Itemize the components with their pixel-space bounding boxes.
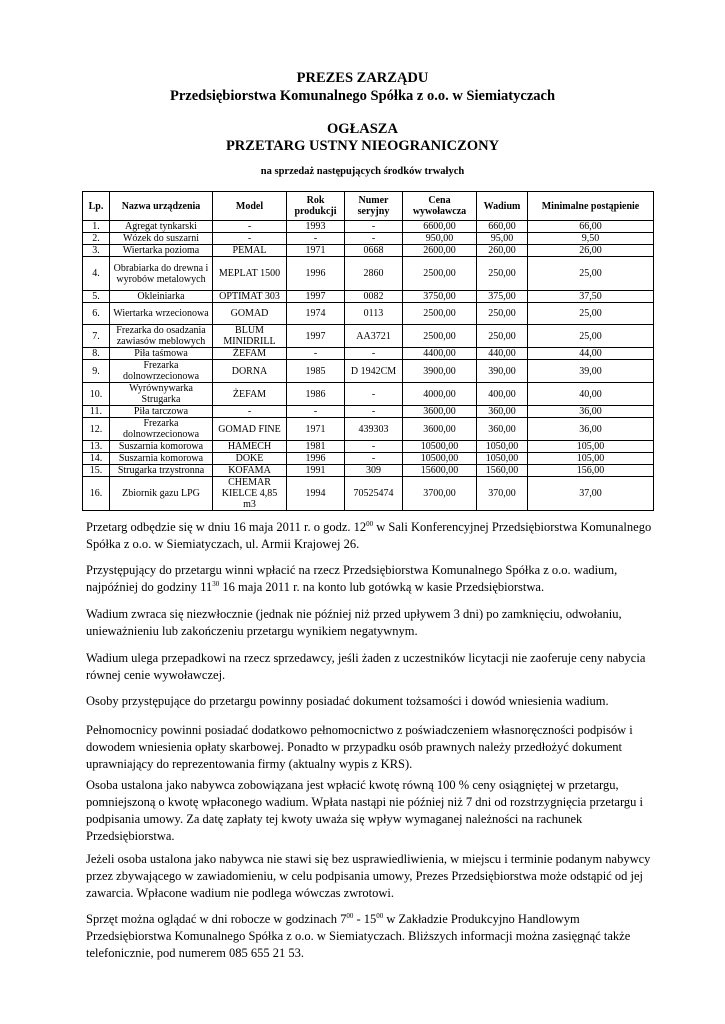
- table-cell: 7.: [83, 325, 110, 348]
- column-header: Minimalne postąpienie: [528, 192, 654, 221]
- column-header: Wadium: [477, 192, 528, 221]
- table-cell: AA3721: [345, 325, 403, 348]
- table-cell: Obrabiarka do drewna i wyrobów metalowych: [110, 257, 213, 291]
- table-cell: -: [213, 406, 287, 418]
- table-cell: 2860: [345, 257, 403, 291]
- table-cell: 250,00: [477, 303, 528, 325]
- table-cell: 1996: [287, 257, 345, 291]
- table-header-row: [83, 192, 654, 221]
- table-cell: 6.: [83, 303, 110, 325]
- table-cell: 3600,00: [403, 406, 477, 418]
- paragraph-proxies: Pełnomocnicy powinni posiadać dodatkowo pełnomocnictwo z poświadczeniem własnoręczności podpisów i dowodem wniesienia opłaty skarbowej. Ponadto w przypadku osób prawnych należy przedłożyć dokument uprawniający do reprezentowania firmy (aktualny wypis z KRS).: [86, 723, 633, 771]
- table-cell: Wyrównywarka Strugarka: [110, 383, 213, 406]
- table-cell: 1560,00: [477, 465, 528, 477]
- table-cell: 1994: [287, 477, 345, 511]
- table-cell: 0113: [345, 303, 403, 325]
- paragraph-buyer-absence: Jeżeli osoba ustalona jako nabywca nie stawi się bez usprawiedliwienia, w miejscu i terminie podanym nabywcy przez zbywającego w zawiadomieniu, w celu podpisania umowy, Prezes Przedsiębiorstwa może odstąpić od jej zawarcia. Wpłacone wadium nie podlega wówczas zwrotowi.: [86, 852, 651, 900]
- table-row: [83, 233, 654, 245]
- table-cell: 309: [345, 465, 403, 477]
- table-cell: 360,00: [477, 418, 528, 441]
- table-cell: OPTIMAT 303: [213, 291, 287, 303]
- table-cell: 5.: [83, 291, 110, 303]
- table-cell: -: [345, 348, 403, 360]
- table-cell: 25,00: [528, 325, 654, 348]
- table-cell: 660,00: [477, 221, 528, 233]
- table-cell: 37,00: [528, 477, 654, 511]
- table-cell: Frezarka do osadzania zawiasów meblowych: [110, 325, 213, 348]
- table-cell: 1993: [287, 221, 345, 233]
- table-cell: 10500,00: [403, 453, 477, 465]
- table-cell: 1971: [287, 418, 345, 441]
- table-cell: Piła taśmowa: [110, 348, 213, 360]
- table-cell: 1.: [83, 221, 110, 233]
- table-cell: 1050,00: [477, 441, 528, 453]
- table-cell: 11.: [83, 406, 110, 418]
- table-cell: Wiertarka wrzecionowa: [110, 303, 213, 325]
- table-cell: ŻEFAM: [213, 348, 287, 360]
- table-cell: 950,00: [403, 233, 477, 245]
- table-cell: KOFAMA: [213, 465, 287, 477]
- table-cell: -: [287, 348, 345, 360]
- table-cell: 1996: [287, 453, 345, 465]
- table-cell: 66,00: [528, 221, 654, 233]
- paragraph-documents: Osoby przystępujące do przetargu powinny posiadać dokument tożsamości i dowód wniesienia wadium.: [86, 694, 609, 708]
- table-cell: GOMAD FINE: [213, 418, 287, 441]
- table-cell: 6600,00: [403, 221, 477, 233]
- assets-table: [82, 191, 654, 511]
- table-cell: 25,00: [528, 303, 654, 325]
- table-cell: -: [287, 233, 345, 245]
- table-cell: 3750,00: [403, 291, 477, 303]
- table-cell: 2.: [83, 233, 110, 245]
- table-row: [83, 477, 654, 511]
- table-cell: 26,00: [528, 245, 654, 257]
- table-cell: 370,00: [477, 477, 528, 511]
- table-cell: 13.: [83, 441, 110, 453]
- table-cell: 3900,00: [403, 360, 477, 383]
- table-cell: MEPLAT 1500: [213, 257, 287, 291]
- paragraph-deposit: Przystępujący do przetargu winni wpłacić na rzecz Przedsiębiorstwa Komunalnego Spółka z o.o. wadium, najpóźniej do godziny $11^{30}$ 16 maja 2011 r. na konto lub gotówką w kasie Przedsiębiorstwa.: [86, 563, 618, 594]
- paragraph-deposit-return: Wadium zwraca się niezwłocznie (jednak nie później niż przed upływem 3 dni) po zamknięciu, odwołaniu, unieważnieniu lub zakończeniu przetargu wynikiem negatywnym.: [86, 607, 622, 638]
- table-cell: 250,00: [477, 325, 528, 348]
- table-cell: 4.: [83, 257, 110, 291]
- table-cell: 9,50: [528, 233, 654, 245]
- table-cell: 1997: [287, 325, 345, 348]
- table-cell: -: [345, 221, 403, 233]
- table-cell: 375,00: [477, 291, 528, 303]
- table-cell: 25,00: [528, 257, 654, 291]
- table-row: [83, 465, 654, 477]
- table-cell: D 1942CM: [345, 360, 403, 383]
- table-row: [83, 453, 654, 465]
- table-cell: 3600,00: [403, 418, 477, 441]
- table-cell: Agregat tynkarski: [110, 221, 213, 233]
- table-cell: 4000,00: [403, 383, 477, 406]
- table-cell: 1971: [287, 245, 345, 257]
- table-cell: 12.: [83, 418, 110, 441]
- table-cell: Wózek do suszarni: [110, 233, 213, 245]
- table-row: [83, 221, 654, 233]
- table-body: [83, 221, 654, 511]
- table-cell: 1997: [287, 291, 345, 303]
- table-row: [83, 406, 654, 418]
- table-row: [83, 441, 654, 453]
- table-cell: 95,00: [477, 233, 528, 245]
- table-cell: 15.: [83, 465, 110, 477]
- table-cell: DOKE: [213, 453, 287, 465]
- table-cell: 1986: [287, 383, 345, 406]
- header-subtitle: na sprzedaż następujących środków trwałych: [260, 166, 465, 177]
- table-cell: HAMECH: [213, 441, 287, 453]
- table-cell: 2500,00: [403, 303, 477, 325]
- table-cell: Piła tarczowa: [110, 406, 213, 418]
- table-cell: 14.: [83, 453, 110, 465]
- table-cell: 1974: [287, 303, 345, 325]
- table-cell: 2500,00: [403, 325, 477, 348]
- table-cell: 36,00: [528, 418, 654, 441]
- paragraph-deposit-forfeit: Wadium ulega przepadkowi na rzecz sprzedawcy, jeśli żaden z uczestników licytacji nie zaoferuje ceny nabycia równej cenie wywoławczej.: [86, 651, 646, 682]
- table-row: [83, 291, 654, 303]
- table-cell: Strugarka trzystronna: [110, 465, 213, 477]
- table-cell: 0668: [345, 245, 403, 257]
- table-cell: 390,00: [477, 360, 528, 383]
- table-cell: 400,00: [477, 383, 528, 406]
- column-header: Rok produkcji: [287, 192, 345, 221]
- table-cell: Okleiniarka: [110, 291, 213, 303]
- table-cell: 3.: [83, 245, 110, 257]
- table-cell: Frezarka dolnowrzecionowa: [110, 360, 213, 383]
- header-line-4: PRZETARG USTNY NIEOGRANICZONY: [225, 138, 500, 154]
- table-cell: DORNA: [213, 360, 287, 383]
- table-cell: 1985: [287, 360, 345, 383]
- table-cell: BLUM MINIDRILL: [213, 325, 287, 348]
- table-cell: -: [213, 233, 287, 245]
- table-cell: GOMAD: [213, 303, 287, 325]
- table-cell: 360,00: [477, 406, 528, 418]
- table-cell: ŻEFAM: [213, 383, 287, 406]
- table-row: [83, 245, 654, 257]
- table-cell: -: [345, 406, 403, 418]
- table-cell: -: [345, 453, 403, 465]
- table-cell: 37,50: [528, 291, 654, 303]
- table-cell: CHEMAR KIELCE 4,85 m3: [213, 477, 287, 511]
- table-row: [83, 325, 654, 348]
- table-cell: 39,00: [528, 360, 654, 383]
- table-cell: 1991: [287, 465, 345, 477]
- header-line-1: PREZES ZARZĄDU: [296, 70, 429, 86]
- table-cell: -: [213, 221, 287, 233]
- table-cell: Zbiornik gazu LPG: [110, 477, 213, 511]
- table-row: [83, 303, 654, 325]
- table-cell: 250,00: [477, 257, 528, 291]
- table-cell: 3700,00: [403, 477, 477, 511]
- table-row: [83, 418, 654, 441]
- table-cell: 70525474: [345, 477, 403, 511]
- column-header: Model: [213, 192, 287, 221]
- table-row: [83, 348, 654, 360]
- header-line-3: OGŁASZA: [327, 121, 398, 137]
- table-cell: -: [345, 383, 403, 406]
- table-row: [83, 360, 654, 383]
- table-cell: Wiertarka pozioma: [110, 245, 213, 257]
- table-row: [83, 383, 654, 406]
- table-cell: 10.: [83, 383, 110, 406]
- header-line-2: Przedsiębiorstwa Komunalnego Spółka z o.o. w Siemiatyczach: [169, 88, 556, 104]
- table-row: [83, 257, 654, 291]
- table-cell: -: [345, 441, 403, 453]
- table-cell: Suszarnia komorowa: [110, 453, 213, 465]
- column-header: Lp.: [83, 192, 110, 221]
- paragraph-viewing: Sprzęt można oglądać w dni robocze w godzinach $7^{00} - 15^{00}$ w Zakładzie Produkcyjno Handlowym Przedsiębiorstwa Komunalnego Spółka z o.o. w Siemiatyczach. Bliższych informacji można zasięgnąć także telefonicznie, pod numerem 085 655 21 53.: [86, 911, 631, 960]
- table-cell: 9.: [83, 360, 110, 383]
- table-cell: 2600,00: [403, 245, 477, 257]
- table-cell: 2500,00: [403, 257, 477, 291]
- table-cell: 105,00: [528, 453, 654, 465]
- table-cell: 156,00: [528, 465, 654, 477]
- table-cell: 105,00: [528, 441, 654, 453]
- table-cell: 8.: [83, 348, 110, 360]
- column-header: Numer seryjny: [345, 192, 403, 221]
- table-cell: 1050,00: [477, 453, 528, 465]
- table-cell: 36,00: [528, 406, 654, 418]
- table-cell: -: [345, 233, 403, 245]
- table-cell: 10500,00: [403, 441, 477, 453]
- table-cell: 260,00: [477, 245, 528, 257]
- column-header: Nazwa urządzenia: [110, 192, 213, 221]
- table-cell: Frezarka dolnowrzecionowa: [110, 418, 213, 441]
- paragraph-auction-date: Przetarg odbędzie się w dniu 16 maja 2011 r. o godz. $12^{00}$ w Sali Konferencyjnej Przedsiębiorstwa Komunalnego Spółka z o.o. w Siemiatyczach, ul. Armii Krajowej 26.: [86, 519, 652, 551]
- column-header: Cena wywoławcza: [403, 192, 477, 221]
- table-cell: -: [287, 406, 345, 418]
- table-cell: 439303: [345, 418, 403, 441]
- paragraph-payment: Osoba ustalona jako nabywca zobowiązana jest wpłacić kwotę równą 100 % ceny osiągniętej w przetargu, pomniejszoną o kwotę wpłaconego wadium. Wpłata nastąpi nie później niż 7 dni od rozstrzygnięcia przetargu i podpisania umowy. Za datę zapłaty tej kwoty uważa się wpływ wymaganej należności na rachunek Przedsiębiorstwa.: [86, 778, 644, 843]
- table-cell: 44,00: [528, 348, 654, 360]
- table-cell: PEMAL: [213, 245, 287, 257]
- table-cell: 40,00: [528, 383, 654, 406]
- table-cell: 440,00: [477, 348, 528, 360]
- table-cell: 16.: [83, 477, 110, 511]
- table-cell: 1981: [287, 441, 345, 453]
- table-cell: 15600,00: [403, 465, 477, 477]
- table-cell: Suszarnia komorowa: [110, 441, 213, 453]
- table-cell: 4400,00: [403, 348, 477, 360]
- table-cell: 0082: [345, 291, 403, 303]
